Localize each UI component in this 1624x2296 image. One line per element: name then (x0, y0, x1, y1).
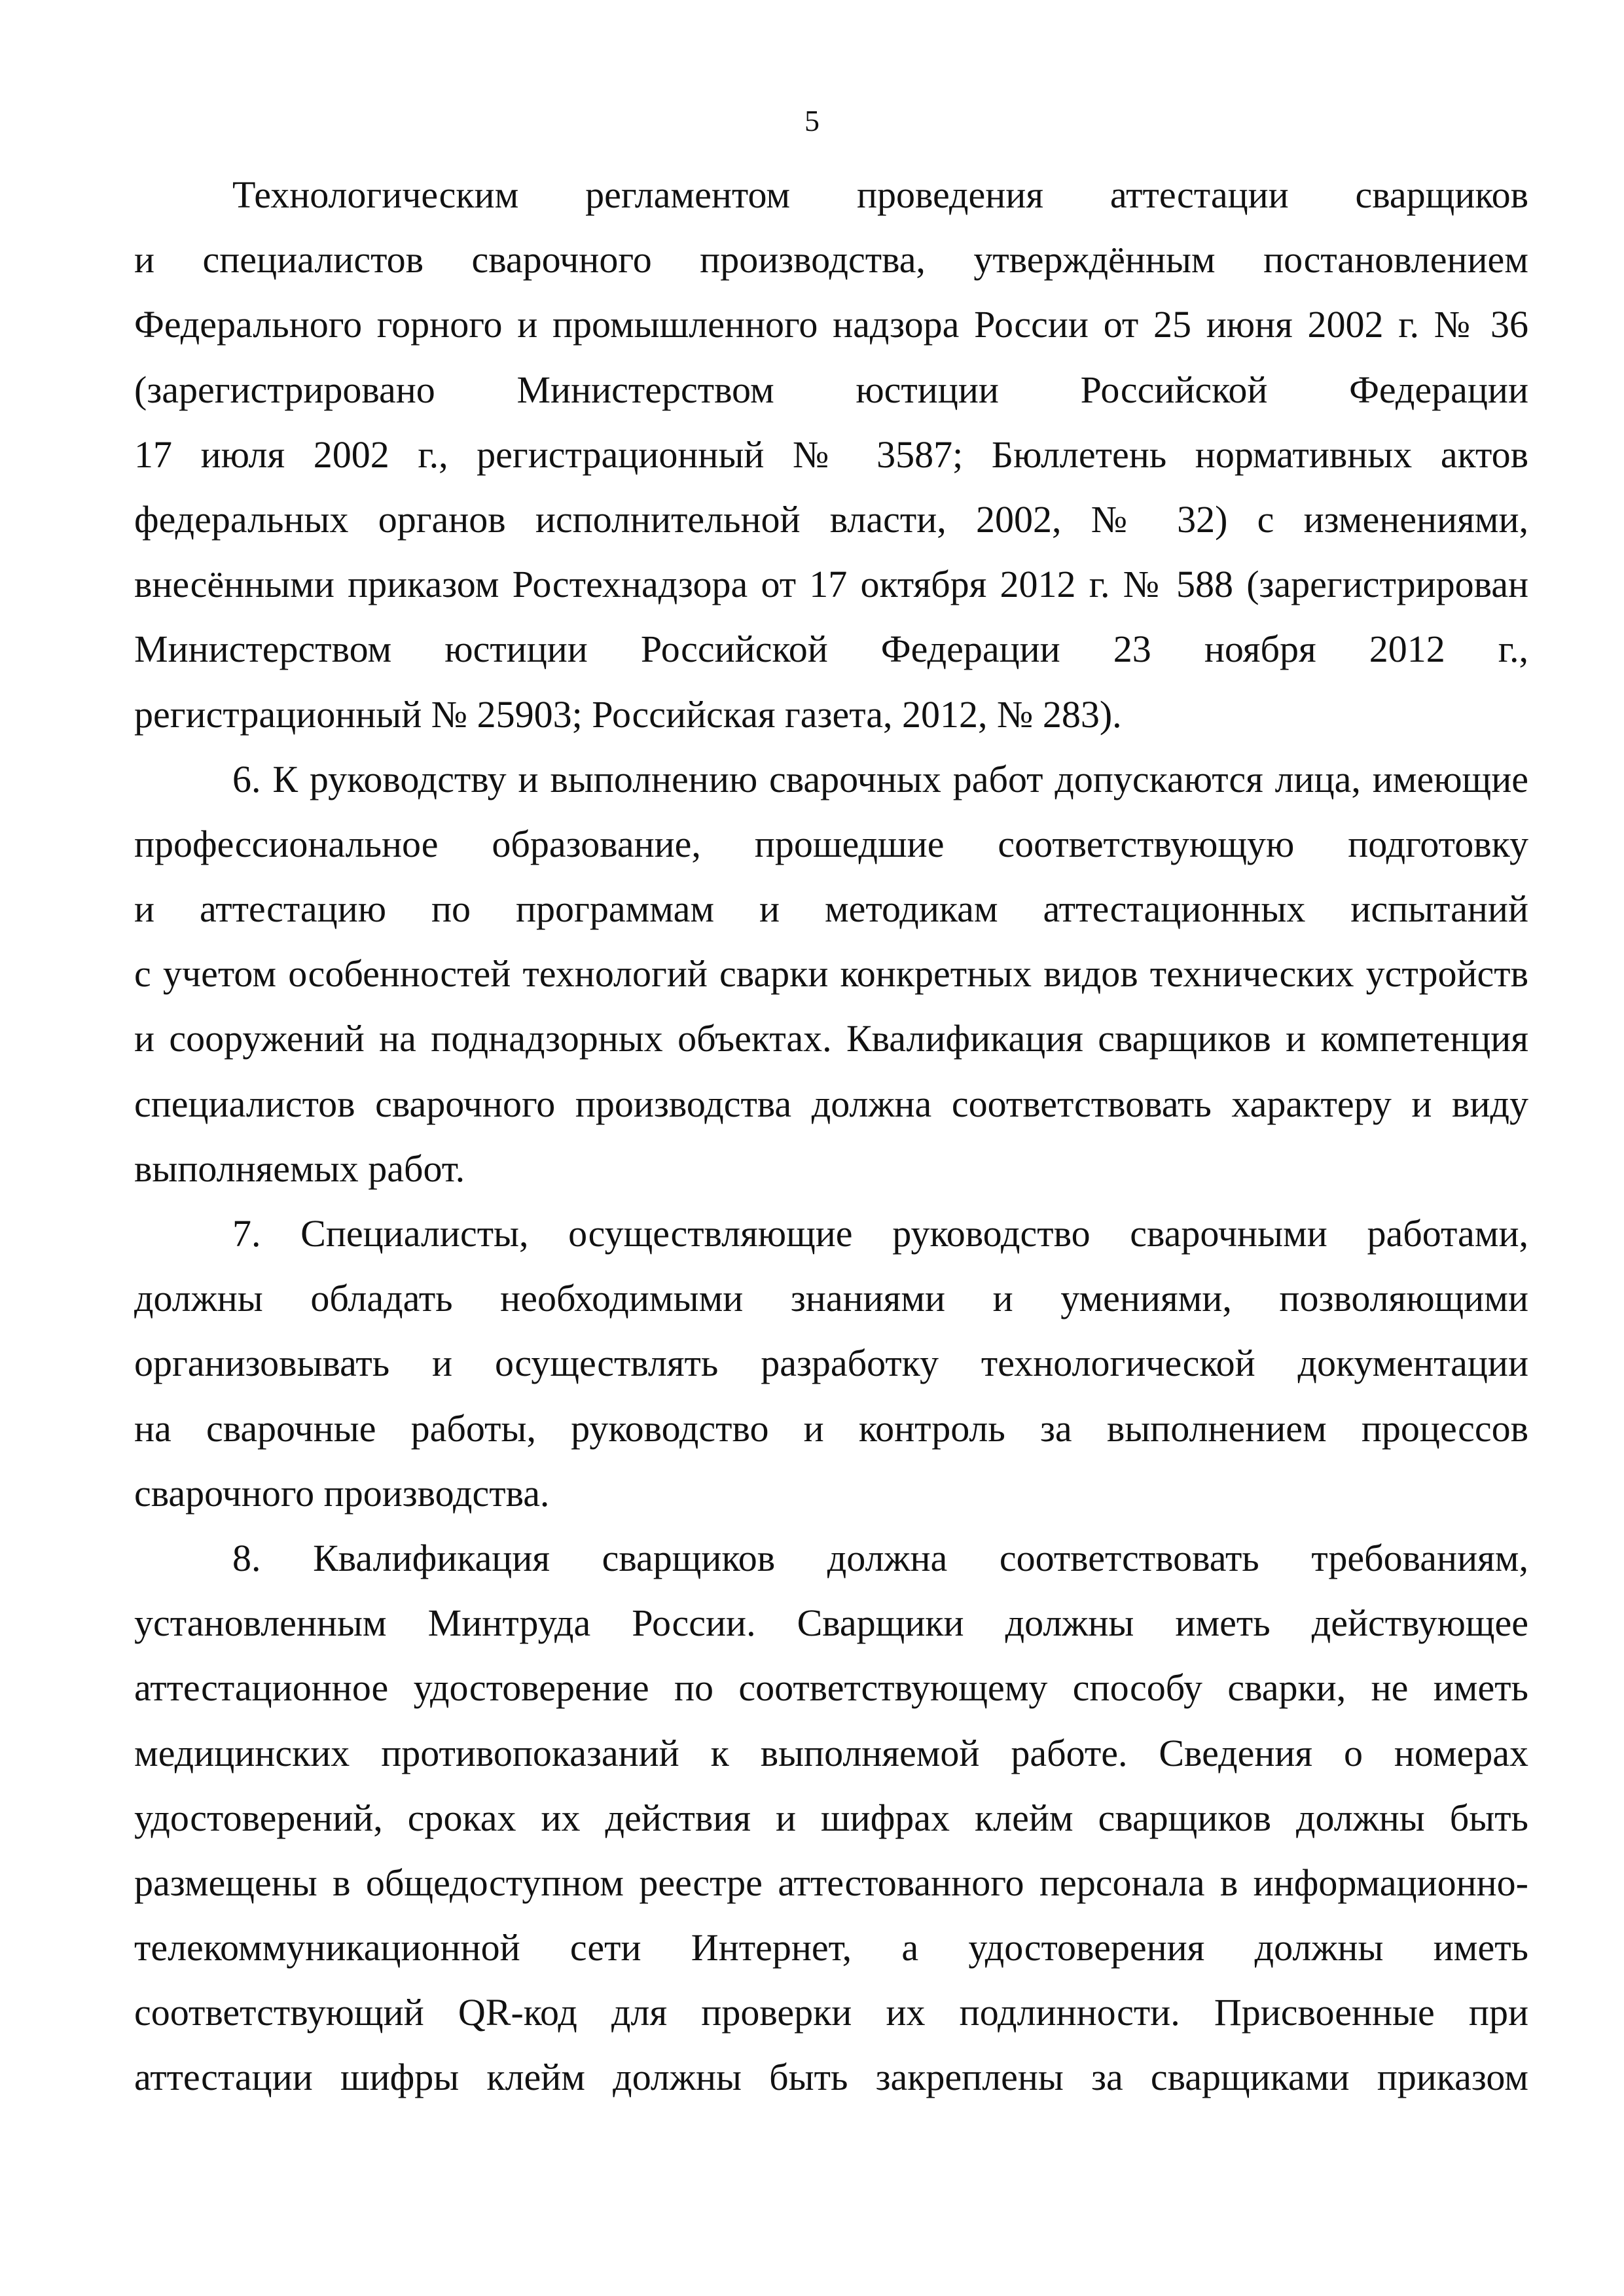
text-line: и специалистов сварочного производства, утверждённым постановлением (134, 238, 1528, 281)
text-line: специалистов сварочного производства должна соответствовать характеру и виду (134, 1082, 1528, 1125)
text-line: Федерального горного и промышленного надзора России от 25 июня 2002 г. № 36 (134, 303, 1528, 346)
text-line: профессиональное образование, прошедшие соответствующую подготовку (134, 822, 1528, 865)
text-line: (зарегистрировано Министерством юстиции Российской Федерации (134, 368, 1528, 411)
text-line: Министерством юстиции Российской Федерации 23 ноября 2012 г., (134, 628, 1528, 671)
text-line: установленным Минтруда России. Сварщики должны иметь действующее (134, 1602, 1528, 1645)
text-line: соответствующий QR-код для проверки их подлинности. Присвоенные при (134, 1991, 1528, 2034)
text-line: медицинских противопоказаний к выполняемой работе. Сведения о номерах (134, 1731, 1528, 1774)
text-line: аттестационное удостоверение по соответствующему способу сварки, не иметь (134, 1666, 1528, 1710)
text-line: удостоверений, сроках их действия и шифрах клейм сварщиков должны быть (134, 1796, 1528, 1839)
text-line: Технологическим регламентом проведения аттестации сварщиков (232, 173, 1528, 216)
text-line: на сварочные работы, руководство и контроль за выполнением процессов (134, 1407, 1528, 1450)
text-line: аттестации шифры клейм должны быть закреплены за сварщиками приказом (134, 2056, 1528, 2099)
text-line: регистрационный № 25903; Российская газета, 2012, № 283). (134, 692, 1122, 736)
text-line: внесёнными приказом Ростехнадзора от 17 октября 2012 г. № 588 (зарегистрирован (134, 563, 1528, 606)
text-line: 8. Квалификация сварщиков должна соответствовать требованиям, (232, 1536, 1528, 1579)
text-line: сварочного производства. (134, 1471, 550, 1515)
text-line: с учетом особенностей технологий сварки конкретных видов технических устройств (134, 952, 1528, 996)
text-line: федеральных органов исполнительной власти, 2002, № 32) с изменениями, (134, 497, 1528, 541)
text-line: 17 июля 2002 г., регистрационный № 3587; Бюллетень нормативных актов (134, 433, 1528, 476)
document-body (134, 162, 1528, 2110)
text-line: и аттестацию по программам и методикам аттестационных испытаний (134, 888, 1528, 931)
page-number: 5 (804, 104, 820, 137)
text-line: размещены в общедоступном реестре аттестованного персонала в информационно- (134, 1861, 1528, 1904)
text-line: должны обладать необходимыми знаниями и умениями, позволяющими (134, 1277, 1528, 1320)
text-line: телекоммуникационной сети Интернет, а удостоверения должны иметь (134, 1926, 1528, 1969)
text-line: организовывать и осуществлять разработку технологической документации (134, 1342, 1528, 1385)
text-line: и сооружений на поднадзорных объектах. Квалификация сварщиков и компетенция (134, 1017, 1528, 1060)
text-line: 7. Специалисты, осуществляющие руководство сварочными работами, (232, 1212, 1528, 1255)
text-line: выполняемых работ. (134, 1147, 465, 1190)
text-line: 6. К руководству и выполнению сварочных работ допускаются лица, имеющие (232, 757, 1528, 800)
